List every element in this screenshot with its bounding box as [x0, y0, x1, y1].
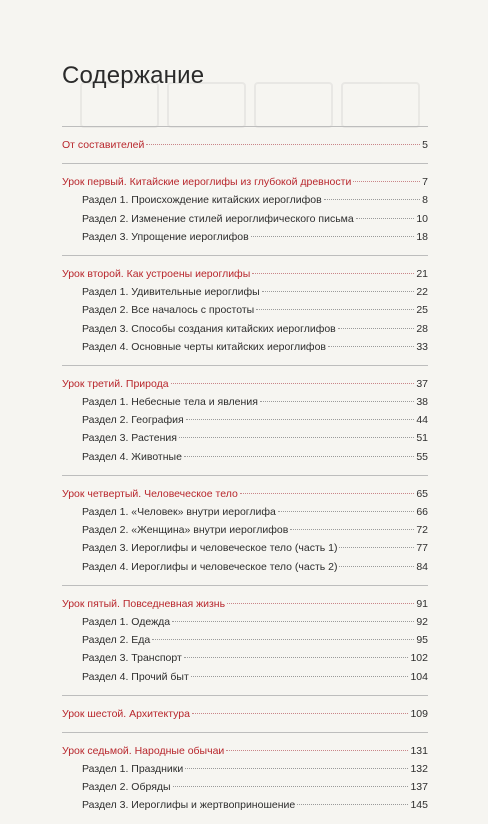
toc-section-entry-title: Раздел 1. Происхождение китайских иероглифов	[82, 194, 322, 207]
toc-section	[62, 163, 428, 246]
toc-lesson-entry-page-number: 21	[416, 267, 428, 280]
toc-section-entry-title: Раздел 3. Транспорт	[82, 652, 182, 665]
dot-leader	[290, 529, 414, 530]
toc-section-entry[interactable]	[62, 649, 428, 667]
toc-section-entry-page-number: 84	[416, 560, 428, 573]
toc-section-entry[interactable]	[62, 320, 428, 338]
dot-leader	[262, 291, 415, 292]
dot-leader	[356, 218, 415, 219]
toc-section-entry-title: Раздел 4. Основные черты китайских иероглифов	[82, 340, 326, 353]
toc-section-entry[interactable]	[62, 448, 428, 466]
toc-section-entry-title: Раздел 2. Изменение стилей иероглифического письма	[82, 212, 354, 225]
toc-lesson-entry[interactable]	[62, 595, 428, 613]
toc-lesson-entry-title: Урок первый. Китайские иероглифы из глубокой древности	[62, 176, 352, 189]
toc-section-entry-title: Раздел 4. Прочий быт	[82, 670, 189, 683]
toc-section-entry-page-number: 25	[416, 304, 428, 317]
toc-section-entry-title: Раздел 2. «Женщина» внутри иероглифов	[82, 524, 289, 537]
toc-lesson-entry-title: Урок шестой. Архитектура	[62, 707, 190, 720]
dot-leader	[328, 346, 414, 347]
toc-section-entry-page-number: 51	[416, 432, 428, 445]
toc-lesson-entry[interactable]	[62, 265, 428, 283]
toc-section-entry[interactable]	[62, 631, 428, 649]
toc-section	[62, 585, 428, 686]
toc-lesson-entry-title: От составителей	[62, 139, 145, 151]
toc-lesson-entry[interactable]	[62, 705, 428, 723]
toc-section-entry-page-number: 22	[416, 286, 428, 299]
toc-section-entry-title: Раздел 1. Праздники	[82, 763, 184, 776]
toc-section-entry[interactable]	[62, 613, 428, 631]
toc-section-entry[interactable]	[62, 228, 428, 246]
toc-lesson-entry[interactable]	[62, 375, 428, 393]
toc-section-entry-page-number: 95	[416, 634, 428, 647]
dot-leader	[146, 144, 420, 145]
toc-section-entry-page-number: 18	[416, 230, 428, 243]
toc-section-entry[interactable]	[62, 760, 428, 778]
toc-lesson-entry[interactable]	[62, 485, 428, 503]
toc-section-entry[interactable]	[62, 283, 428, 301]
page-title: Содержание	[62, 62, 205, 89]
dot-leader	[184, 657, 409, 658]
dot-leader	[339, 566, 414, 567]
dot-leader	[353, 181, 420, 182]
toc-section-entry[interactable]	[62, 796, 428, 814]
toc-lesson-entry[interactable]	[62, 136, 428, 154]
dot-leader	[240, 493, 415, 494]
toc-section-entry-title: Раздел 1. Удивительные иероглифы	[82, 286, 260, 299]
toc-section-entry-title: Раздел 3. Иероглифы и человеческое тело (часть 1)	[82, 542, 338, 555]
dot-leader	[192, 713, 409, 714]
toc-section-entry[interactable]	[62, 191, 428, 209]
toc-section-entry[interactable]	[62, 429, 428, 447]
dot-leader	[339, 547, 414, 548]
toc-section-entry-title: Раздел 3. Растения	[82, 432, 177, 445]
toc-section-entry[interactable]	[62, 393, 428, 411]
dot-leader	[184, 456, 414, 457]
dot-leader	[185, 768, 408, 769]
toc-section-entry-title: Раздел 3. Способы создания китайских иероглифов	[82, 322, 336, 335]
toc-section-entry[interactable]	[62, 521, 428, 539]
toc-section	[62, 255, 428, 356]
dot-leader	[260, 401, 414, 402]
toc-lesson-entry-page-number: 109	[410, 707, 428, 720]
dot-leader	[173, 786, 409, 787]
toc-section-entry-title: Раздел 3. Иероглифы и жертвоприношение	[82, 799, 296, 812]
toc-section-entry-page-number: 44	[416, 414, 428, 427]
table-of-contents	[62, 126, 428, 824]
dot-leader	[191, 676, 409, 677]
dot-leader	[171, 383, 415, 384]
dot-leader	[226, 750, 408, 751]
toc-section-entry-page-number: 92	[416, 615, 428, 628]
dot-leader	[186, 419, 415, 420]
toc-section-entry-page-number: 77	[416, 542, 428, 555]
toc-section	[62, 365, 428, 466]
dot-leader	[251, 236, 415, 237]
toc-section-entry[interactable]	[62, 778, 428, 796]
toc-lesson-entry[interactable]	[62, 173, 428, 191]
toc-section-entry-title: Раздел 2. Все началось с простоты	[82, 304, 255, 317]
toc-section-entry-title: Раздел 1. Одежда	[82, 615, 171, 628]
dot-leader	[252, 273, 414, 274]
toc-section-entry-page-number: 66	[416, 506, 428, 518]
toc-section-entry[interactable]	[62, 668, 428, 686]
toc-lesson-entry-page-number: 37	[416, 377, 428, 390]
toc-lesson-entry[interactable]	[62, 742, 428, 760]
toc-section	[62, 475, 428, 576]
toc-section-entry-page-number: 137	[410, 781, 428, 794]
dot-leader	[297, 804, 408, 805]
toc-section-entry-page-number: 28	[416, 322, 428, 335]
toc-section-entry-title: Раздел 3. Упрощение иероглифов	[82, 230, 249, 243]
toc-section-entry-page-number: 145	[410, 799, 428, 812]
toc-lesson-entry-page-number: 7	[422, 176, 428, 189]
toc-section-entry[interactable]	[62, 411, 428, 429]
toc-lesson-entry-title: Урок второй. Как устроены иероглифы	[62, 267, 251, 280]
toc-section-entry-page-number: 72	[416, 524, 428, 537]
toc-lesson-entry-title: Урок пятый. Повседневная жизнь	[62, 597, 226, 610]
toc-section-entry-page-number: 102	[410, 652, 428, 665]
dot-leader	[179, 437, 414, 438]
dot-leader	[324, 199, 420, 200]
toc-lesson-entry-page-number: 91	[416, 597, 428, 610]
toc-section	[62, 126, 428, 154]
toc-section-entry-page-number: 104	[410, 670, 428, 683]
toc-section-entry-title: Раздел 2. Обряды	[82, 781, 171, 794]
toc-lesson-entry-page-number: 5	[422, 139, 428, 151]
toc-section-entry-page-number: 10	[416, 212, 428, 225]
toc-section-entry-title: Раздел 2. География	[82, 414, 184, 427]
dot-leader	[227, 603, 414, 604]
toc-section-entry[interactable]	[62, 301, 428, 319]
toc-section-entry-title: Раздел 4. Иероглифы и человеческое тело (часть 2)	[82, 560, 338, 573]
toc-section	[62, 732, 428, 815]
toc-section-entry-page-number: 55	[416, 450, 428, 463]
toc-section-entry-title: Раздел 1. Небесные тела и явления	[82, 396, 258, 409]
dot-leader	[256, 309, 414, 310]
toc-section	[62, 695, 428, 723]
dot-leader	[172, 621, 414, 622]
toc-section-entry-title: Раздел 1. «Человек» внутри иероглифа	[82, 506, 276, 518]
toc-section-entry-page-number: 33	[416, 340, 428, 353]
toc-section-entry[interactable]	[62, 210, 428, 228]
toc-lesson-entry-title: Урок седьмой. Народные обычаи	[62, 744, 225, 757]
dot-leader	[152, 639, 414, 640]
toc-section-entry[interactable]	[62, 503, 428, 521]
toc-lesson-entry-title: Урок третий. Природа	[62, 377, 169, 390]
toc-section-entry-page-number: 8	[422, 194, 428, 207]
toc-lesson-entry-page-number: 65	[416, 487, 428, 500]
toc-section-entry-page-number: 132	[410, 763, 428, 776]
toc-section-entry[interactable]	[62, 558, 428, 576]
dot-leader	[278, 511, 414, 512]
toc-section-entry-title: Раздел 4. Животные	[82, 450, 182, 463]
toc-lesson-entry-page-number: 131	[410, 744, 428, 757]
toc-section-entry-title: Раздел 2. Еда	[82, 634, 151, 647]
toc-section-entry[interactable]	[62, 539, 428, 557]
toc-section-entry[interactable]	[62, 338, 428, 356]
toc-section-entry-page-number: 38	[416, 396, 428, 409]
toc-lesson-entry-title: Урок четвертый. Человеческое тело	[62, 487, 238, 500]
dot-leader	[338, 328, 415, 329]
